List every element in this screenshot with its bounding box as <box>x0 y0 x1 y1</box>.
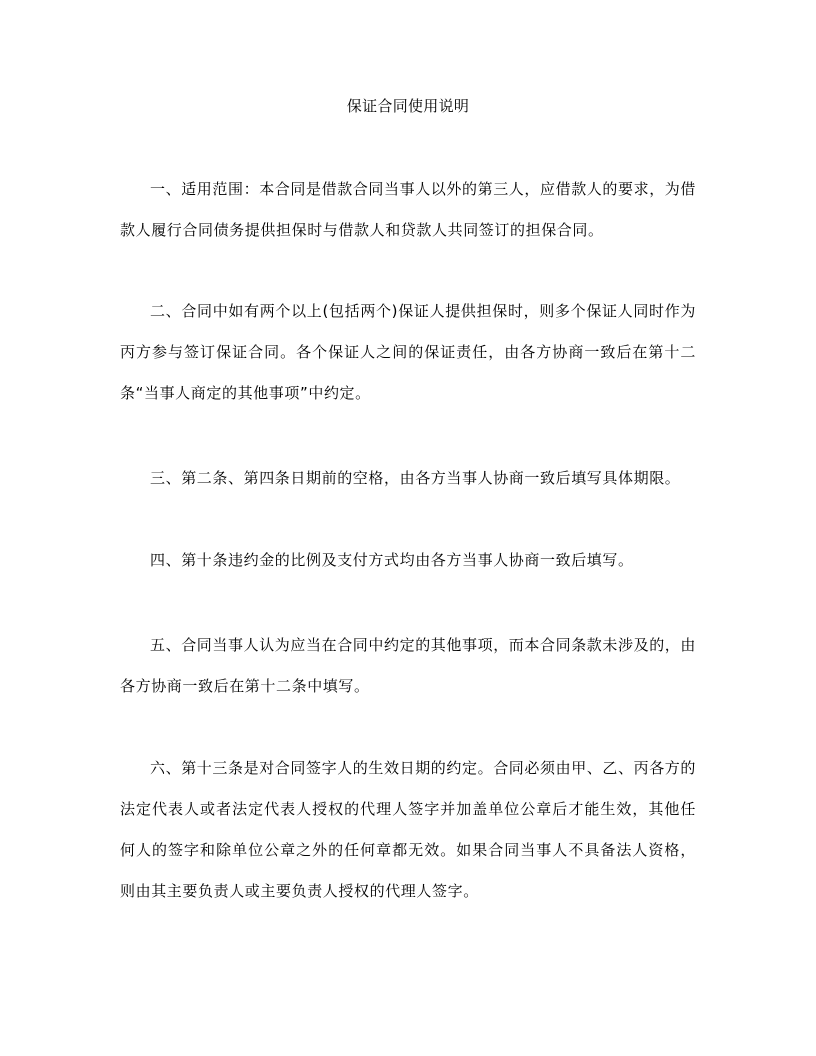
paragraph-other-matters: 五、合同当事人认为应当在合同中约定的其他事项，而本合同条款未涉及的，由各方协商一致后在第十二条中填写。 <box>120 636 697 695</box>
paragraph-penalty: 四、第十条违约金的比例及支付方式均由各方当事人协商一致后填写。 <box>150 551 634 569</box>
paragraph-multiple-guarantors: 二、合同中如有两个以上(包括两个)保证人提供担保时，则多个保证人同时作为丙方参与签订保证合同。各个保证人之间的保证责任，由各方协商一致后在第十二条“当事人商定的其他事项”中约定。 <box>120 302 696 402</box>
paragraph-effective-date: 六、第十三条是对合同签字人的生效日期的约定。合同必须由甲、乙、丙各方的法定代表人或者法定代表人授权的代理人签字并加盖单位公章后才能生效，其他任何人的签字和除单位公章之外的任何章都无效。如果合同当事人不具备法人资格，则由其主要负责人或主要负责人授权的代理人签字。 <box>120 759 697 900</box>
paragraph-scope: 一、适用范围：本合同是借款合同当事人以外的第三人，应借款人的要求，为借款人履行合同债务提供担保时与借款人和贷款人共同签订的担保合同。 <box>120 180 697 239</box>
paragraph-date-blanks: 三、第二条、第四条日期前的空格，由各方当事人协商一致后填写具体期限。 <box>150 469 681 487</box>
page-title: 保证合同使用说明 <box>346 97 470 115</box>
